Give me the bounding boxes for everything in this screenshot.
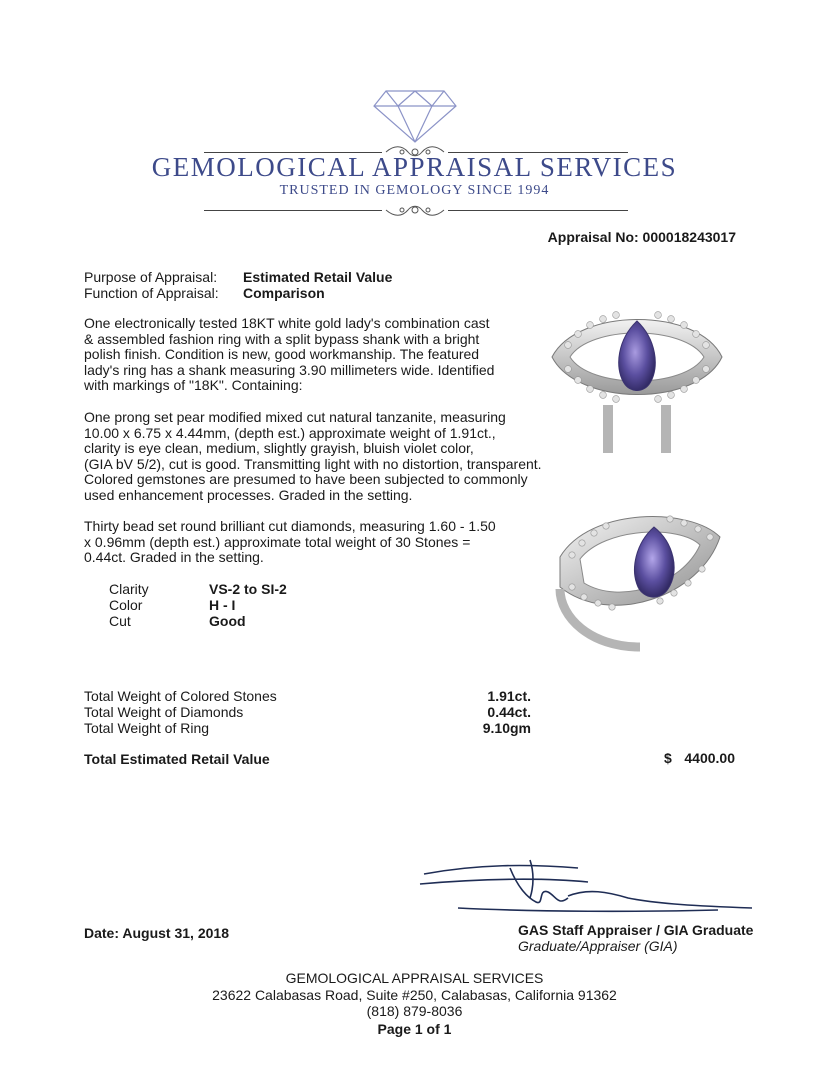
purpose-label: Purpose of Appraisal: (84, 269, 218, 285)
text-line: Colored gemstones are presumed to have been subjected to commonly (84, 471, 528, 487)
text-line: & assembled fashion ring with a split bypass shank with a bright (84, 330, 480, 347)
grade-color-label: Color (109, 597, 143, 613)
diamond-icon (372, 86, 458, 146)
logo (372, 86, 458, 146)
text-line: polish finish. Condition is new, good workmanship. The featured (84, 346, 480, 362)
retail-label: Total Estimated Retail Value (84, 751, 270, 767)
footer-phone: (818) 879-8036 (366, 1003, 463, 1019)
ring-photo-angle (550, 497, 726, 652)
function-value: Comparison (243, 285, 325, 301)
tanzanite-description (84, 410, 554, 503)
grade-clarity-label: Clarity (109, 581, 149, 597)
text-line: (GIA bV 5/2), cut is good. Transmitting light with no distortion, transparent. (84, 455, 542, 472)
grade-color-value: H - I (209, 597, 236, 613)
total-ring-value: 9.10gm (482, 720, 531, 736)
total-diamonds-label: Total Weight of Diamonds (84, 704, 244, 720)
text-line: clarity is eye clean, medium, slightly grayish, bluish violet color, (84, 440, 474, 456)
signature (418, 858, 754, 918)
text-line: lady's ring has a shank measuring 3.90 millimeters wide. Identified (84, 361, 495, 378)
text-line: 10.00 x 6.75 x 4.44mm, (depth est.) approximate weight of 1.91ct., (84, 424, 496, 441)
grade-cut-label: Cut (109, 613, 131, 629)
purpose-value: Estimated Retail Value (243, 269, 393, 285)
header-rule-bottom-right (448, 210, 628, 211)
signer-title: GAS Staff Appraiser / GIA Graduate (518, 922, 754, 938)
text-line: with markings of "18K". Containing: (84, 377, 303, 393)
retail-currency: $ (664, 750, 672, 766)
total-colored-label: Total Weight of Colored Stones (84, 688, 277, 704)
footer-company: GEMOLOGICAL APPRAISAL SERVICES (285, 970, 544, 986)
page-number: Page 1 of 1 (377, 1021, 452, 1037)
company-tagline: TRUSTED IN GEMOLOGY SINCE 1994 (279, 183, 550, 198)
header-rule-bottom-left (204, 210, 382, 211)
text-line: x 0.96mm (depth est.) approximate total weight of 30 Stones = (84, 533, 471, 550)
signer-subtitle: Graduate/Appraiser (GIA) (518, 938, 678, 954)
text-line: used enhancement processes. Graded in the setting. (84, 486, 413, 503)
retail-amount: 4400.00 (684, 750, 735, 766)
function-label: Function of Appraisal: (84, 285, 219, 301)
appraisal-number: Appraisal No: 000018243017 (547, 229, 736, 245)
company-title: GEMOLOGICAL APPRAISAL SERVICES (151, 152, 678, 182)
text-line: One electronically tested 18KT white gold lady's combination cast (84, 315, 490, 331)
text-line: Thirty bead set round brilliant cut diamonds, measuring 1.60 - 1.50 (84, 518, 496, 534)
ring-description (84, 316, 544, 394)
diamonds-description (84, 519, 544, 566)
text-line: 0.44ct. Graded in the setting. (84, 549, 264, 565)
footer-address: 23622 Calabasas Road, Suite #250, Calabasas, California 91362 (212, 987, 617, 1003)
total-colored-value: 1.91ct. (487, 688, 531, 704)
appraisal-date: Date: August 31, 2018 (84, 925, 229, 941)
text-line: One prong set pear modified mixed cut natural tanzanite, measuring (84, 409, 506, 425)
grade-cut-value: Good (209, 613, 246, 629)
ring-photo-front (548, 287, 726, 457)
flourish-bottom (384, 202, 446, 218)
total-diamonds-value: 0.44ct. (487, 704, 531, 720)
total-ring-label: Total Weight of Ring (84, 720, 210, 736)
grade-clarity-value: VS-2 to SI-2 (209, 581, 287, 597)
